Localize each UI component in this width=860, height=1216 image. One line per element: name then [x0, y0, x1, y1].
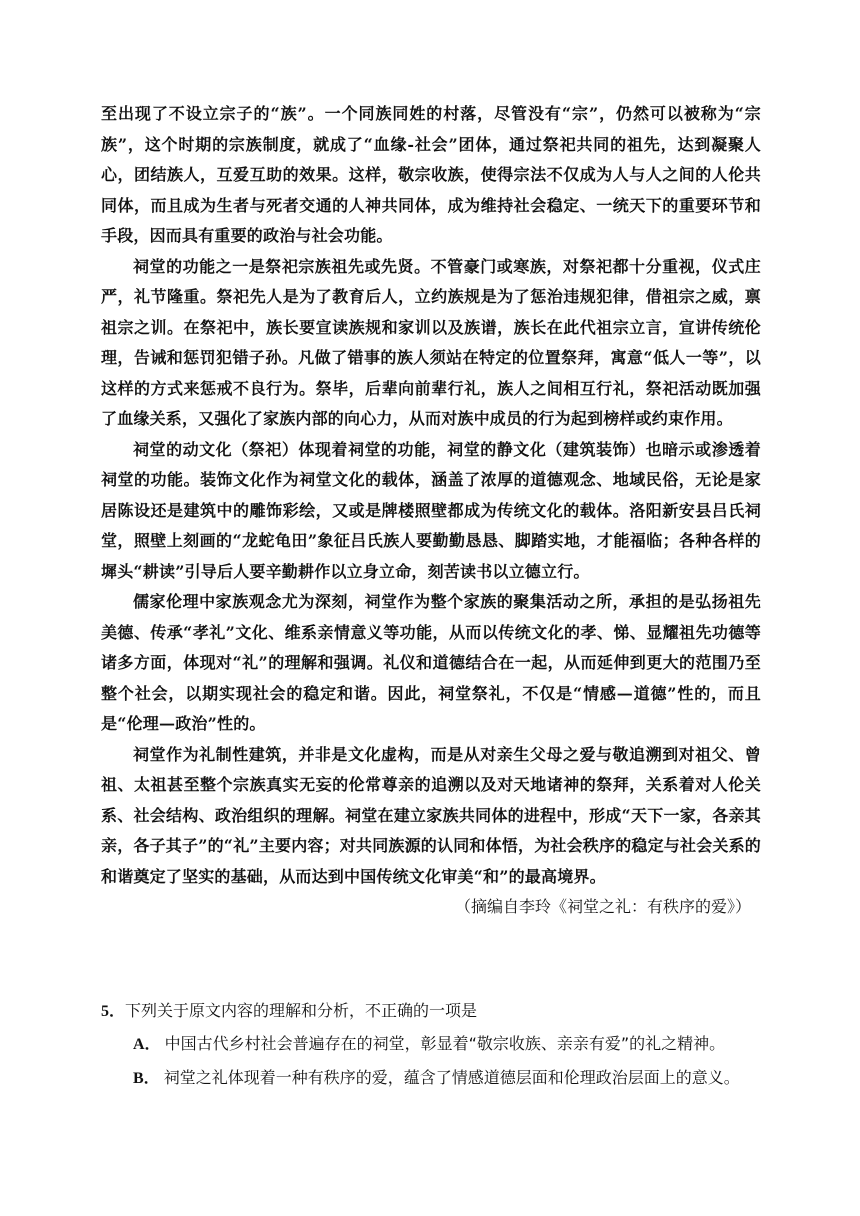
option-b	[101, 1061, 761, 1095]
option-a	[101, 1027, 761, 1061]
article-paragraph: 祠堂的功能之一是祭祀宗族祖先或先贤。不管豪门或寒族，对祭祀都十分重视，仪式庄严，礼节隆重。祭祀先人是为了教育后人，立约族规是为了惩治违规犯律，借祖宗之威，禀祖宗之训。在祭祀中，族长要宣读族规和家训以及族谱，族长在此代祖宗立言，宣讲传统伦理，告诫和惩罚犯错子孙。凡做了错事的族人须站在特定的位置祭拜，寓意“低人一等”，以这样的方式来惩戒不良行为。祭毕，后辈向前辈行礼，族人之间相互行礼，祭祀活动既加强了血缘关系，又强化了家族内部的向心力，从而对族中成员的行为起到榜样或约束作用。	[101, 256, 761, 428]
article-source: （摘编自李玲《祠堂之礼：有秩序的爱》）	[454, 897, 751, 916]
option-text: 祠堂之礼体现着一种有秩序的爱，蕴含了情感道德层面和伦理政治层面上的意义。	[163, 1068, 740, 1087]
article-body	[101, 99, 761, 923]
article-paragraph: 祠堂的动文化（祭祀）体现着祠堂的功能，祠堂的静文化（建筑装饰）也暗示或渗透着祠堂的功能。装饰文化作为祠堂文化的载体，涵盖了浓厚的道德观念、地域民俗，无论是家居陈设还是建筑中的雕饰彩绘，又或是牌楼照壁都成为传统文化的载体。洛阳新安县吕氏祠堂，照壁上刻画的“龙蛇龟田”象征吕氏族人要勤勤恳恳、脚踏实地，才能福临；各种各样的墀头“耕读”引导后人要辛勤耕作以立身立命，刻苦读书以立德立行。	[101, 439, 761, 581]
question-text: 下列关于原文内容的理解和分析，不正确的一项是	[125, 1001, 478, 1020]
article-paragraph: 至出现了不设立宗子的“族”。一个同族同姓的村落，尽管没有“宗”，仍然可以被称为“宗族”，这个时期的宗族制度，就成了“血缘-社会”团体，通过祭祀共同的祖先，达到凝聚人心，团结族人，互爱互助的效果。这样，敬宗收族，使得宗法不仅成为人与人之间的人伦共同体，而且成为生者与死者交通的人神共同体，成为维持社会稳定、一统天下的重要环节和手段，因而具有重要的政治与社会功能。	[101, 104, 761, 245]
question-stem	[101, 996, 761, 1027]
question-block	[101, 996, 761, 1095]
article-paragraph: 儒家伦理中家族观念尤为深刻，祠堂作为整个家族的聚集活动之所，承担的是弘扬祖先美德、传承“孝礼”文化、维系亲情意义等功能，从而以传统文化的孝、悌、显耀祖先功德等诸多方面，体现对“礼”的理解和强调。礼仪和道德结合在一起，从而延伸到更大的范围乃至整个社会，以期实现社会的稳定和谐。因此，祠堂祭礼，不仅是“情感—道德”性的，而且是“伦理—政治”性的。	[101, 592, 761, 733]
option-text: 中国古代乡村社会普遍存在的祠堂，彰显着“敬宗收族、亲亲有爱”的礼之精神。	[164, 1034, 726, 1053]
option-letter: A．	[133, 1036, 161, 1053]
option-letter: B．	[133, 1070, 160, 1087]
article-paragraph: 祠堂作为礼制性建筑，并非是文化虚构，而是从对亲生父母之爱与敬追溯到对祖父、曾祖、太祖甚至整个宗族真实无妄的伦常尊亲的追溯以及对天地诸神的祭拜，关系着对人伦关系、社会结构、政治组织的理解。祠堂在建立家族共同体的进程中，形成“天下一家，各亲其亲，各子其子”的“礼”主要内容；对共同族源的认同和体悟，为社会秩序的稳定与社会关系的和谐奠定了坚实的基础，从而达到中国传统文化审美“和”的最高境界。	[101, 744, 762, 886]
question-number: 5．	[101, 1003, 126, 1020]
